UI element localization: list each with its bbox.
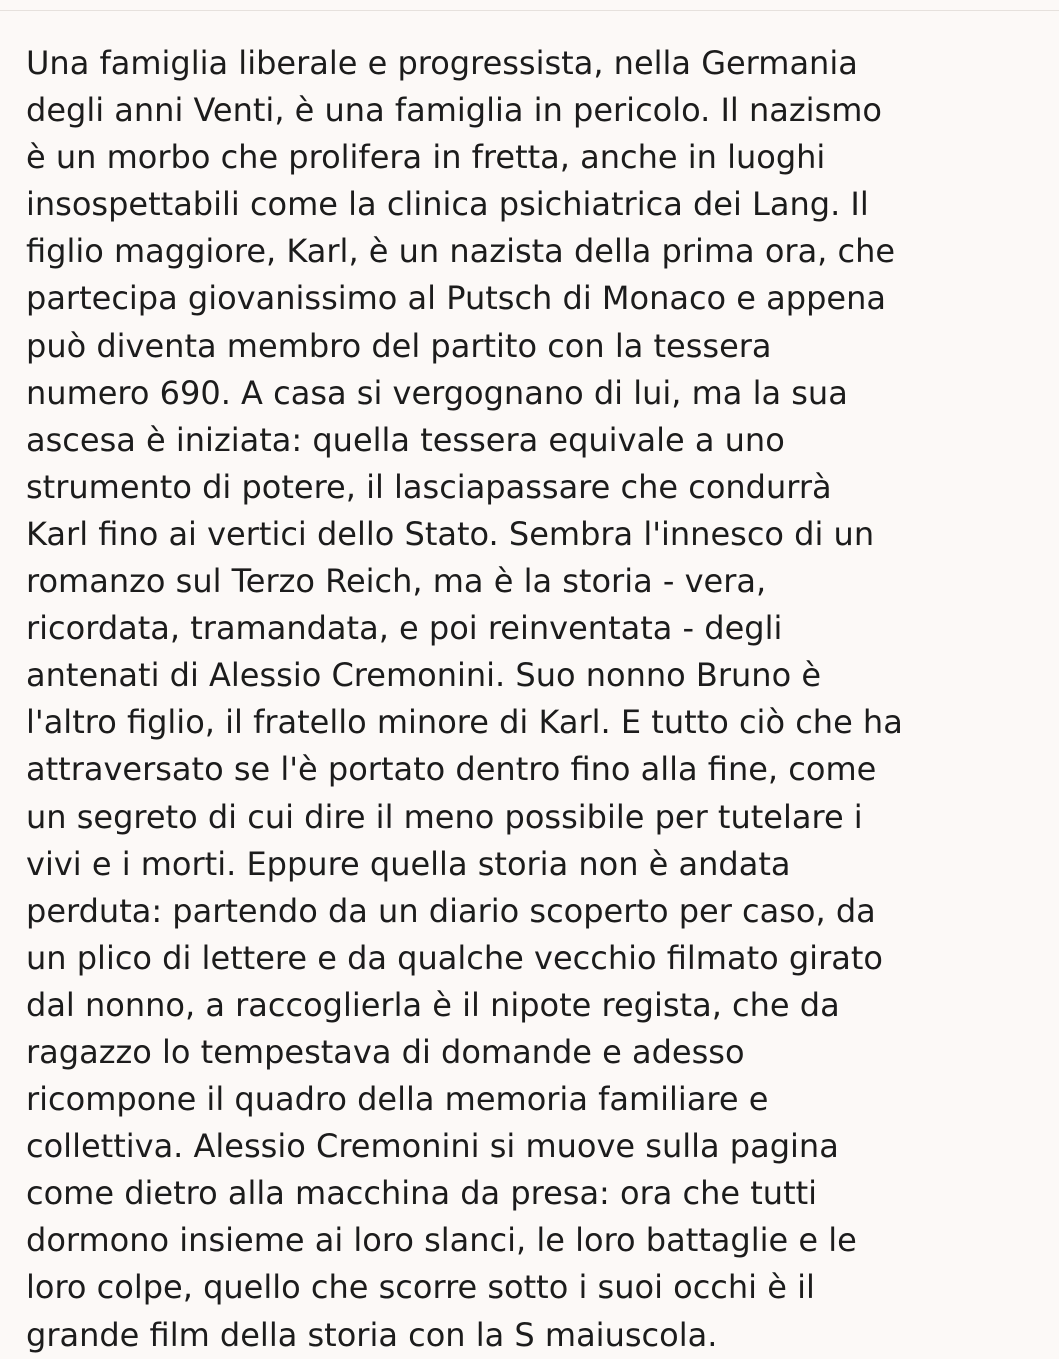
description-line: è un morbo che prolifera in fretta, anche in luoghi xyxy=(26,138,826,177)
description-line: grande film della storia con la S maiuscola. xyxy=(26,1315,718,1354)
description-line: figlio maggiore, Karl, è un nazista della prima ora, che xyxy=(26,232,896,271)
description-line: l'altro figlio, il fratello minore di Karl. E tutto ciò che ha xyxy=(26,703,903,742)
description-line: collettiva. Alessio Cremonini si muove sulla pagina xyxy=(26,1127,839,1166)
description-line: un segreto di cui dire il meno possibile per tutelare i xyxy=(26,797,863,836)
description-line: Karl fino ai vertici dello Stato. Sembra l'innesco di un xyxy=(26,514,875,553)
description-line: dal nonno, a raccoglierla è il nipote regista, che da xyxy=(26,985,840,1024)
description-line: un plico di lettere e da qualche vecchio filmato girato xyxy=(26,938,883,977)
description-line: come dietro alla macchina da presa: ora che tutti xyxy=(26,1174,818,1213)
description-line: attraversato se l'è portato dentro fino alla fine, come xyxy=(26,750,877,789)
description-line: vivi e i morti. Eppure quella storia non è andata xyxy=(26,844,791,883)
description-line: perduta: partendo da un diario scoperto per caso, da xyxy=(26,891,876,930)
description-line: romanzo sul Terzo Reich, ma è la storia - vera, xyxy=(26,562,767,601)
description-line: insospettabili come la clinica psichiatrica dei Lang. Il xyxy=(26,185,869,224)
book-description xyxy=(26,40,1036,1359)
description-line: loro colpe, quello che scorre sotto i suoi occhi è il xyxy=(26,1268,815,1307)
description-line: dormono insieme ai loro slanci, le loro battaglie e le xyxy=(26,1221,857,1260)
description-line: partecipa giovanissimo al Putsch di Monaco e appena xyxy=(26,279,886,318)
description-line: antenati di Alessio Cremonini. Suo nonno Bruno è xyxy=(26,656,821,695)
description-line: ricordata, tramandata, e poi reinventata - degli xyxy=(26,609,783,648)
description-line: numero 690. A casa si vergognano di lui, ma la sua xyxy=(26,373,848,412)
top-divider xyxy=(0,10,1059,11)
description-line: può diventa membro del partito con la tessera xyxy=(26,326,772,365)
description-line: Una famiglia liberale e progressista, nella Germania xyxy=(26,44,858,82)
description-line: strumento di potere, il lasciapassare che condurrà xyxy=(26,467,832,506)
description-line: ascesa è iniziata: quella tessera equivale a uno xyxy=(26,420,785,459)
description-line: ragazzo lo tempestava di domande e adesso xyxy=(26,1032,745,1071)
description-line: ricompone il quadro della memoria familiare e xyxy=(26,1080,769,1119)
description-line: degli anni Venti, è una famiglia in pericolo. Il nazismo xyxy=(26,91,882,130)
